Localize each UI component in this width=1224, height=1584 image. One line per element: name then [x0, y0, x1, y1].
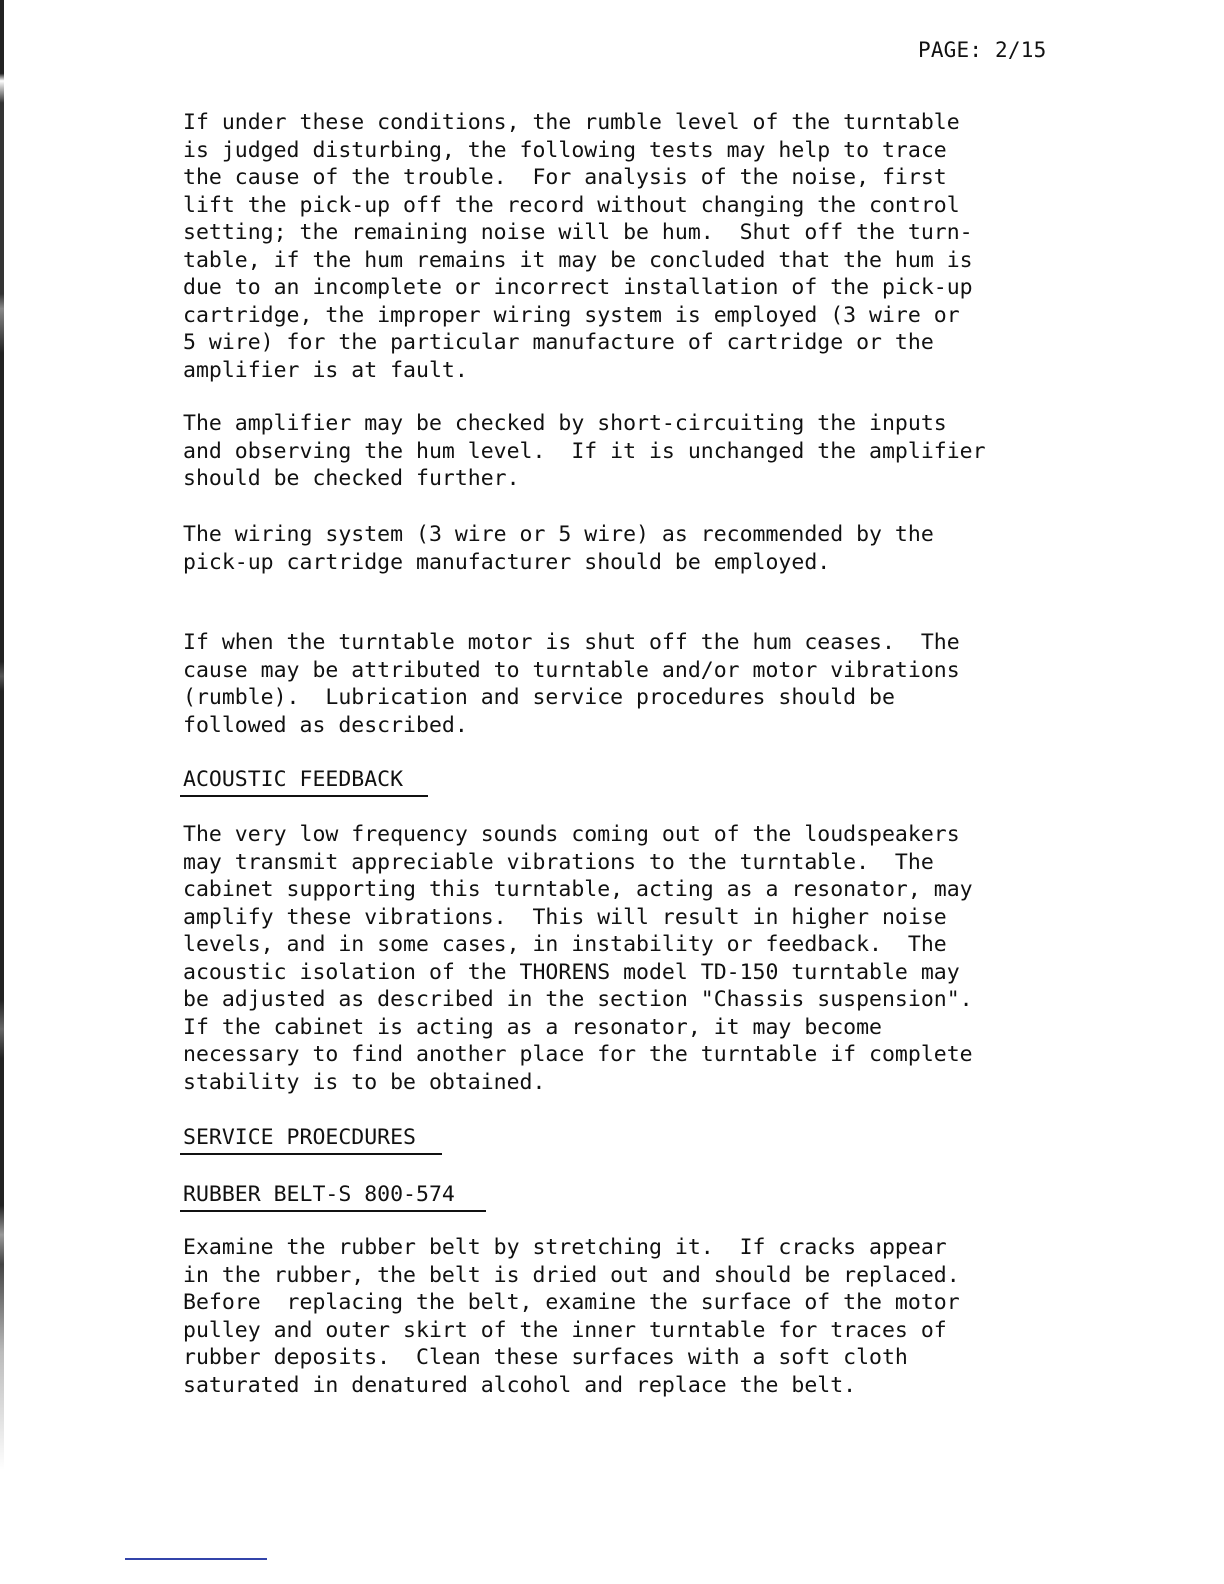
- paragraph-acoustic-feedback: The very low frequency sounds coming out of the loudspeakers may transmit appreciable vibrations to the turntable. The cabinet supporting this turntable, acting as a resonator, may amplify these vibrations. This will result in higher noise levels, and in some cases, in instability or feedback. The acoustic isolation of the THORENS model TD-150 turntable may be adjusted as described in the section "Chassis suspension". If the cabinet is acting as a resonator, it may become necessary to find another place for the turntable if complete stability is to be obtained.: [183, 822, 973, 1095]
- footnote-rule: [125, 1558, 267, 1560]
- paragraph-amplifier-check: The amplifier may be checked by short-circuiting the inputs and observing the hum level. If it is unchanged the amplifier should be checked further.: [183, 411, 986, 491]
- paragraph-rubber-belt: Examine the rubber belt by stretching it. If cracks appear in the rubber, the belt is dried out and should be replaced. Before replacing the belt, examine the surface of the motor pulley and outer skirt of the inner turntable for traces of rubber deposits. Clean these surfaces with a soft cloth saturated in denatured alcohol and replace the belt.: [183, 1235, 960, 1398]
- heading-underline: [180, 795, 428, 797]
- page-number: PAGE: 2/15: [918, 38, 1047, 62]
- scan-left-edge: [0, 0, 4, 1470]
- heading-underline: [180, 1210, 486, 1212]
- heading-service-procedures: SERVICE PROECDURES: [183, 1125, 416, 1150]
- paragraph-rumble-tests: If under these conditions, the rumble level of the turntable is judged disturbing, the following tests may help to trace the cause of the trouble. For analysis of the noise, first lift the pick-up off the record without changing the control setting; the remaining noise will be hum. Shut off the turn- table, if the hum remains it may be concluded that the hum is due to an incomplete or incorrect installation of the pick-up cartridge, the improper wiring system is employed (3 wire or 5 wire) for the particular manufacture of cartridge or the amplifier is at fault.: [183, 110, 973, 383]
- heading-underline: [180, 1153, 442, 1155]
- paragraph-wiring-system: The wiring system (3 wire or 5 wire) as recommended by the pick-up cartridge manufacturer should be employed.: [183, 522, 934, 575]
- heading-rubber-belt: RUBBER BELT-S 800-574: [183, 1182, 455, 1207]
- heading-acoustic-feedback: ACOUSTIC FEEDBACK: [183, 767, 404, 792]
- paragraph-motor-vibrations: If when the turntable motor is shut off the hum ceases. The cause may be attributed to turntable and/or motor vibrations (rumble). Lubrication and service procedures should be followed as described.: [183, 630, 960, 738]
